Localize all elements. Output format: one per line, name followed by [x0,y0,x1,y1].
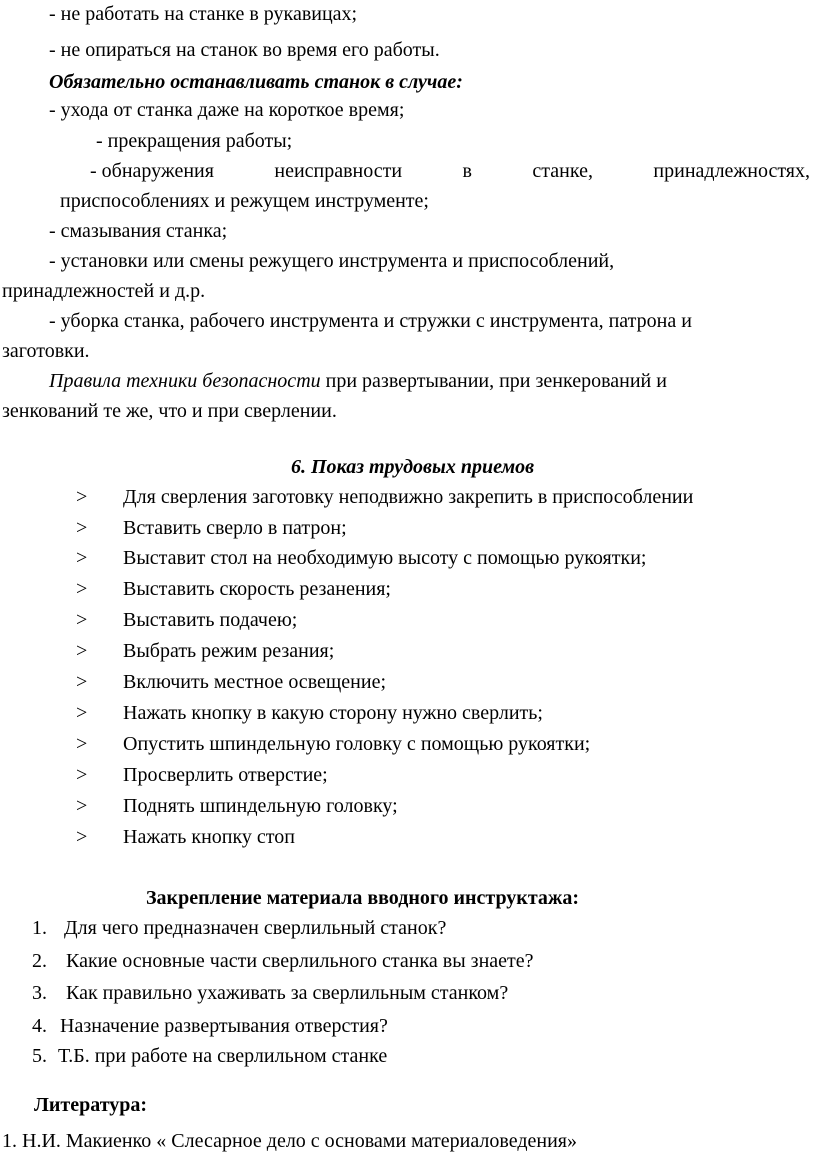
list-item: Как правильно ухаживать за сверлильным станком? [66,982,509,1004]
list-item: Вставить сверло в патрон; [123,517,347,539]
step-marker: > [76,826,88,848]
list-item: Нажать кнопку стоп [123,826,295,848]
malfunction-word: неисправности [274,160,403,182]
malfunction-word: станке, [532,160,593,182]
rule-no-gloves: - не работать на станке в рукавицах; [49,3,358,25]
step-marker: > [76,733,88,755]
literature-item: 1. Н.И. Макиенко « Слесарное дело с основами материаловедения» [2,1130,577,1152]
step-marker: > [76,517,88,539]
list-item: Для чего предназначен сверлильный станок? [64,917,447,939]
stop-tool-change: - установки или смены режущего инструмента и приспособлений, [49,250,615,272]
stop-leaving: - ухода от станка даже на короткое время; [49,99,405,121]
step-marker: > [76,486,88,508]
step-marker: > [76,609,88,631]
list-item: Для сверления заготовку неподвижно закрепить в приспособлении [123,486,694,508]
question-number: 4. [32,1015,47,1037]
demo-heading: 6. Показ трудовых приемов [291,456,535,478]
list-item: Выставит стол на необходимую высоту с помощью рукоятки; [123,547,647,569]
question-number: 3. [32,982,47,1004]
literature-heading: Литература: [34,1094,148,1116]
list-item: Какие основные части сверлильного станка вы знаете? [66,950,534,972]
question-number: 2. [32,950,47,972]
list-item: Поднять шпиндельную головку; [123,795,398,817]
question-number: 1. [32,917,47,939]
list-item: Выбрать режим резания; [123,640,335,662]
question-number: 5. [32,1045,47,1067]
list-item: Т.Б. при работе на сверлильном станке [58,1045,388,1067]
stop-conditions-heading: Обязательно останавливать станок в случае: [49,71,463,93]
stop-cleaning: - уборка станка, рабочего инструмента и стружки с инструмента, патрона и [49,310,692,332]
list-item: Опустить шпиндельную головку с помощью рукоятки; [123,733,591,755]
step-marker: > [76,640,88,662]
step-marker: > [76,702,88,724]
stop-lubrication: - смазывания станка; [49,220,228,242]
malfunction-word: в [462,160,472,182]
stop-malfunction [90,159,810,183]
stop-malfunction-cont: приспособлениях и режущем инструменте; [60,190,429,212]
stop-cleaning-cont: заготовки. [2,340,90,362]
list-item: Выставить подачею; [123,609,298,631]
step-marker: > [76,671,88,693]
safety-note [49,369,667,393]
malfunction-word: принадлежностях, [653,160,810,182]
safety-note-italic: Правила техники безопасности [49,370,321,392]
rule-no-lean: - не опираться на станок во время его работы. [49,39,440,61]
safety-note-rest: при развертывании, при зенкерований и [320,370,667,392]
step-marker: > [76,795,88,817]
step-marker: > [76,764,88,786]
stop-tool-change-cont: принадлежностей и д.р. [2,280,206,302]
step-marker: > [76,547,88,569]
safety-note-cont: зенкований те же, что и при сверлении. [2,400,337,422]
stop-work-end: - прекращения работы; [96,130,293,152]
list-item: Включить местное освещение; [123,671,387,693]
review-heading: Закрепление материала вводного инструктажа: [146,887,580,909]
step-marker: > [76,578,88,600]
list-item: Нажать кнопку в какую сторону нужно сверлить; [123,702,543,724]
malfunction-word: - обнаружения [90,160,214,182]
list-item: Назначение развертывания отверстия? [60,1015,388,1037]
list-item: Выставить скорость резанения; [123,578,391,600]
list-item: Просверлить отверстие; [123,764,328,786]
